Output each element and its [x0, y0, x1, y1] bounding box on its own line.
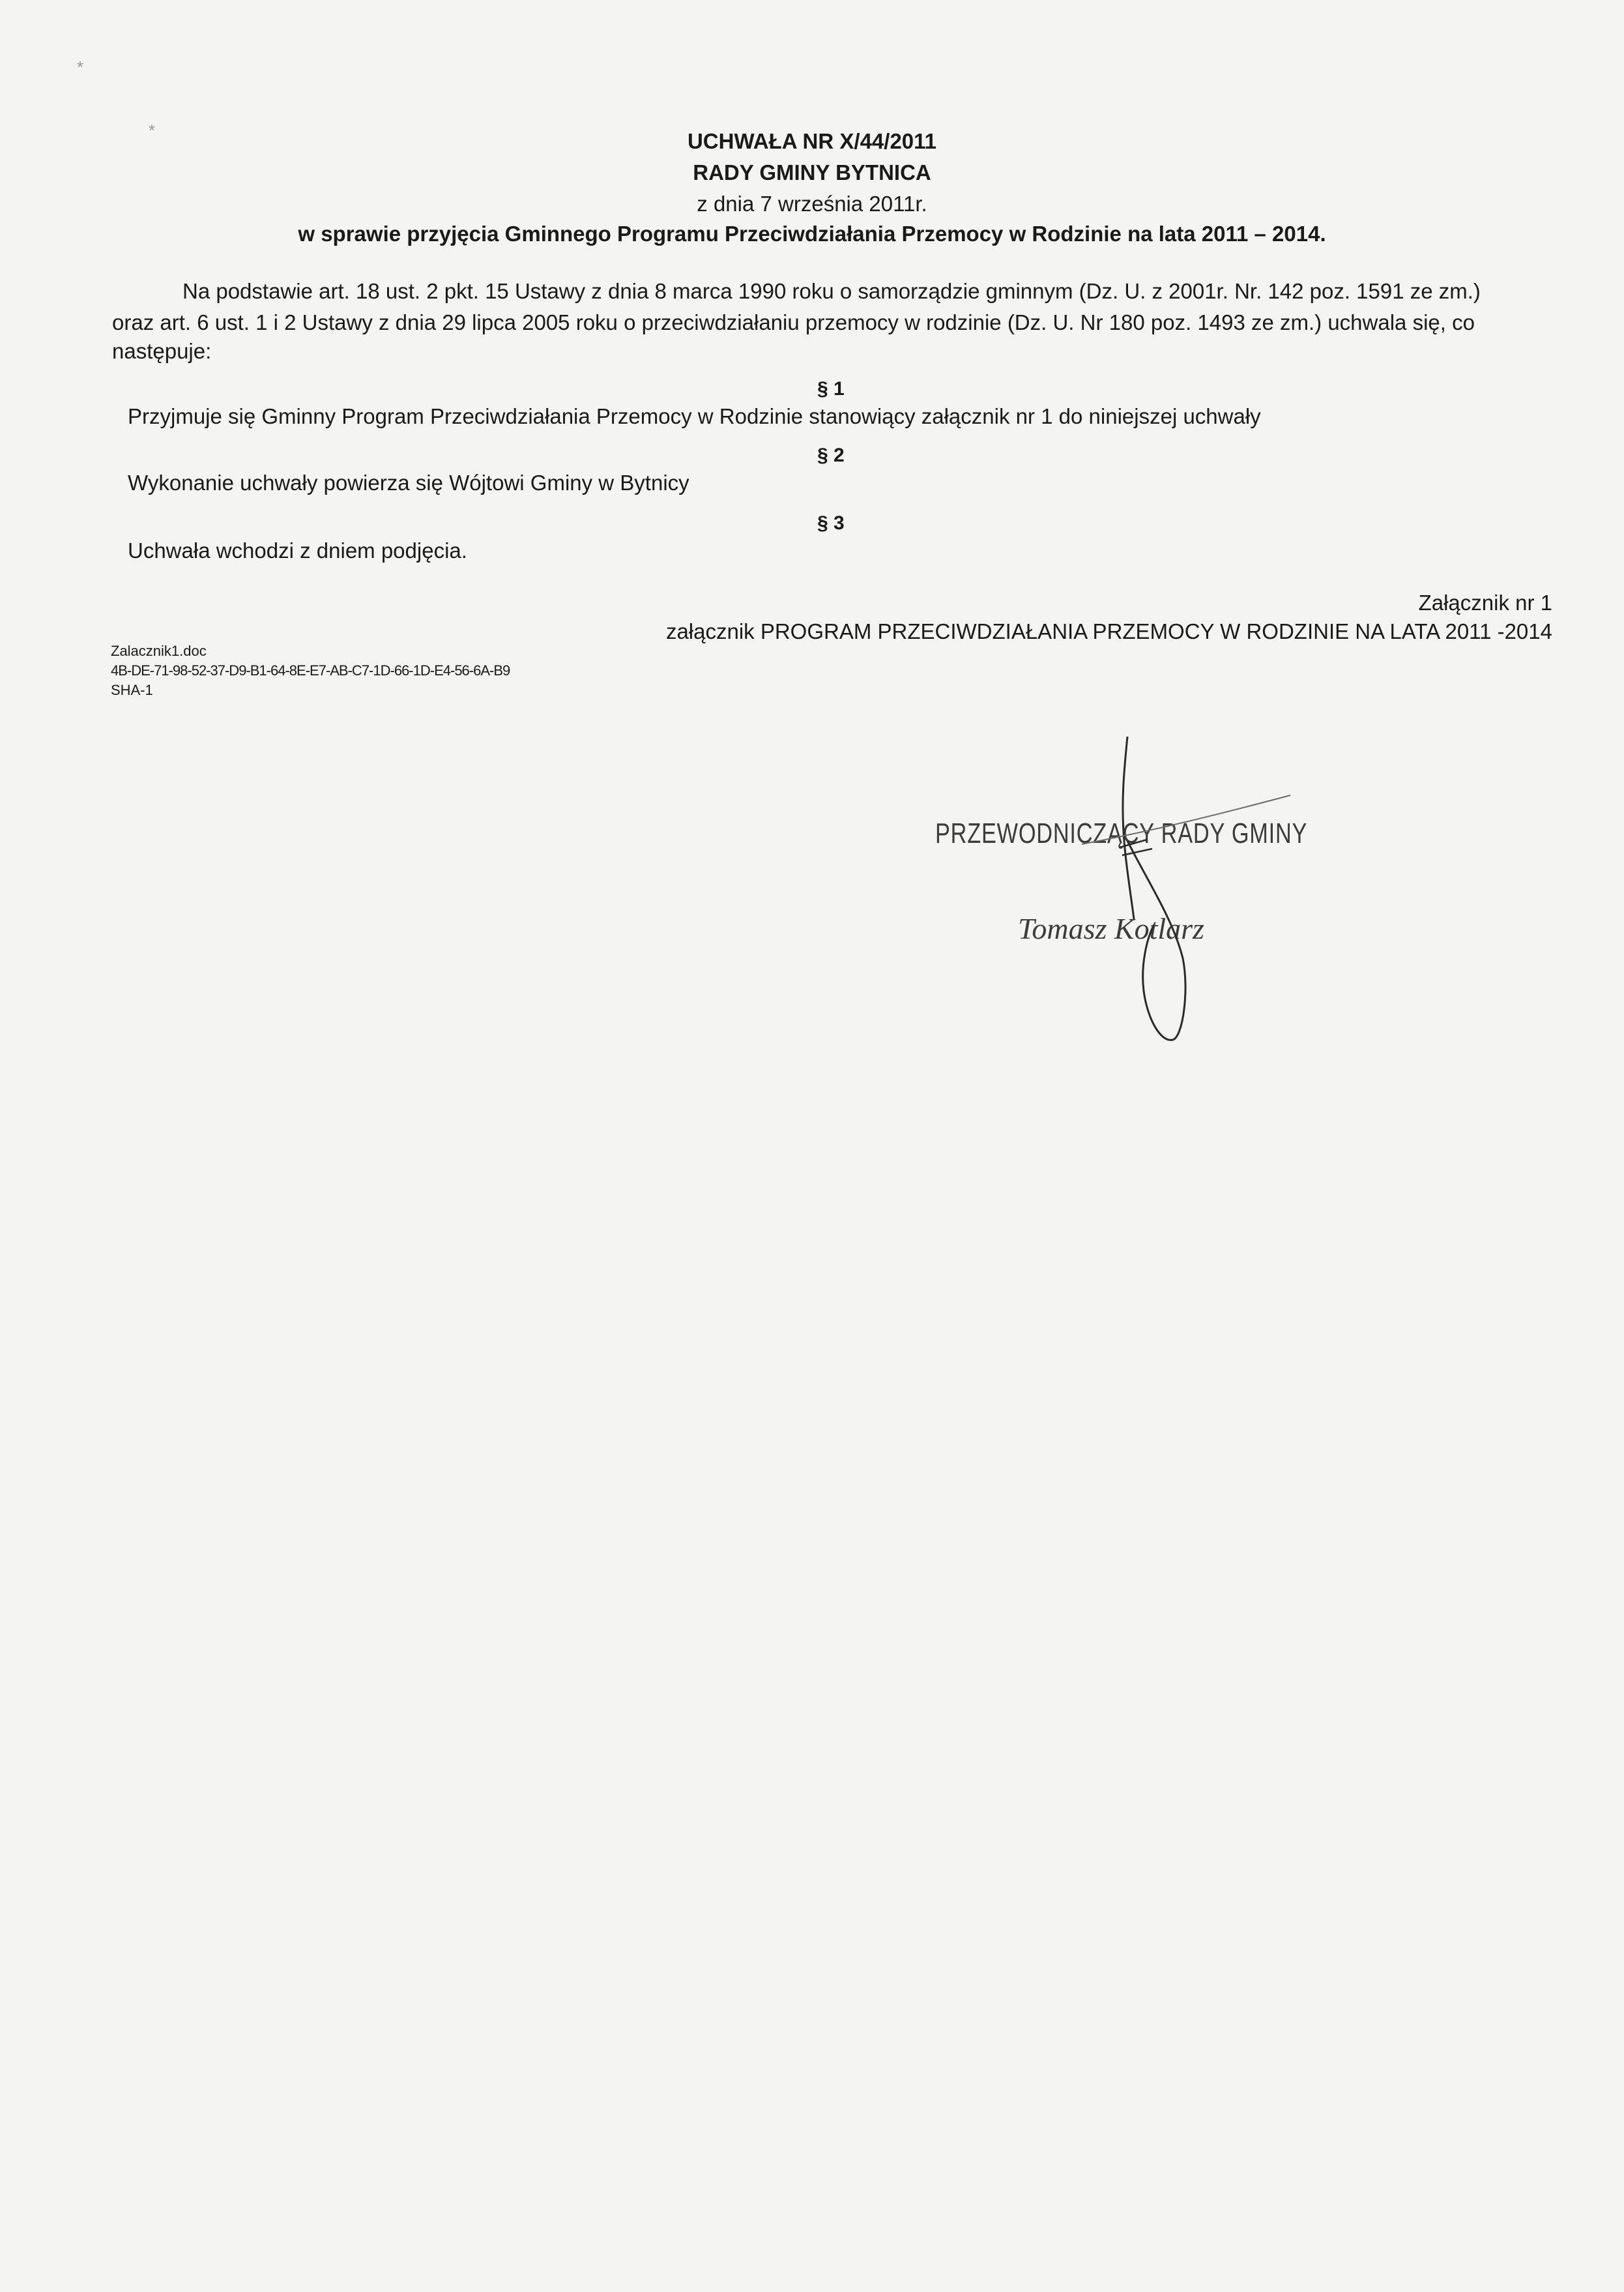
scan-speck: * [149, 121, 156, 140]
section-mark-2: § 2 [817, 445, 845, 466]
preamble-line-2: oraz art. 6 ust. 1 i 2 Ustawy z dnia 29 lipca 2005 roku o przeciwdziałaniu przemocy w rodzinie (Dz. U. Nr 180 poz. 1493 ze zm.) uchwala się, co [112, 310, 1475, 334]
resolution-date: z dnia 7 września 2011r. [697, 192, 927, 216]
scan-speck: * [77, 57, 84, 77]
chairman-stamp-name: Tomasz Kotlarz [1018, 912, 1204, 945]
section-mark-1: § 1 [817, 378, 845, 400]
chairman-stamp-title: PRZEWODNICZĄCY RADY GMINY [935, 817, 1308, 849]
resolution-subject: w sprawie przyjęcia Gminnego Programu Przeciwdziałania Przemocy w Rodzinie na lata 2011 – 2014. [298, 222, 1326, 246]
attachment-label: Załącznik nr 1 [1418, 591, 1552, 615]
section-text-3: Uchwała wchodzi z dniem podjęcia. [128, 538, 467, 563]
attachment-hash: 4B-DE-71-98-52-37-D9-B1-64-8E-E7-AB-C7-1D-66-1D-E4-56-6A-B9 [111, 662, 510, 679]
handwritten-signature [1043, 730, 1316, 1056]
attachment-hash-type: SHA-1 [111, 682, 153, 698]
resolution-title: UCHWAŁA NR X/44/2011 [687, 129, 937, 153]
preamble-line-3: następuje: [112, 339, 212, 363]
section-text-1: Przyjmuje się Gminny Program Przeciwdziałania Przemocy w Rodzinie stanowiący załącznik nr 1 do niniejszej uchwały [128, 404, 1261, 428]
section-mark-3: § 3 [817, 512, 845, 534]
council-name: RADY GMINY BYTNICA [693, 160, 931, 184]
attachment-description: załącznik PROGRAM PRZECIWDZIAŁANIA PRZEMOCY W RODZINIE NA LATA 2011 -2014 [665, 619, 1552, 643]
attachment-filename: Zalacznik1.doc [111, 643, 207, 659]
preamble-line-1: Na podstawie art. 18 ust. 2 pkt. 15 Ustawy z dnia 8 marca 1990 roku o samorządzie gminnym (Dz. U. z 2001r. Nr. 142 poz. 1591 ze zm.) [182, 279, 1481, 303]
section-text-2: Wykonanie uchwały powierza się Wójtowi Gminy w Bytnicy [128, 471, 689, 495]
